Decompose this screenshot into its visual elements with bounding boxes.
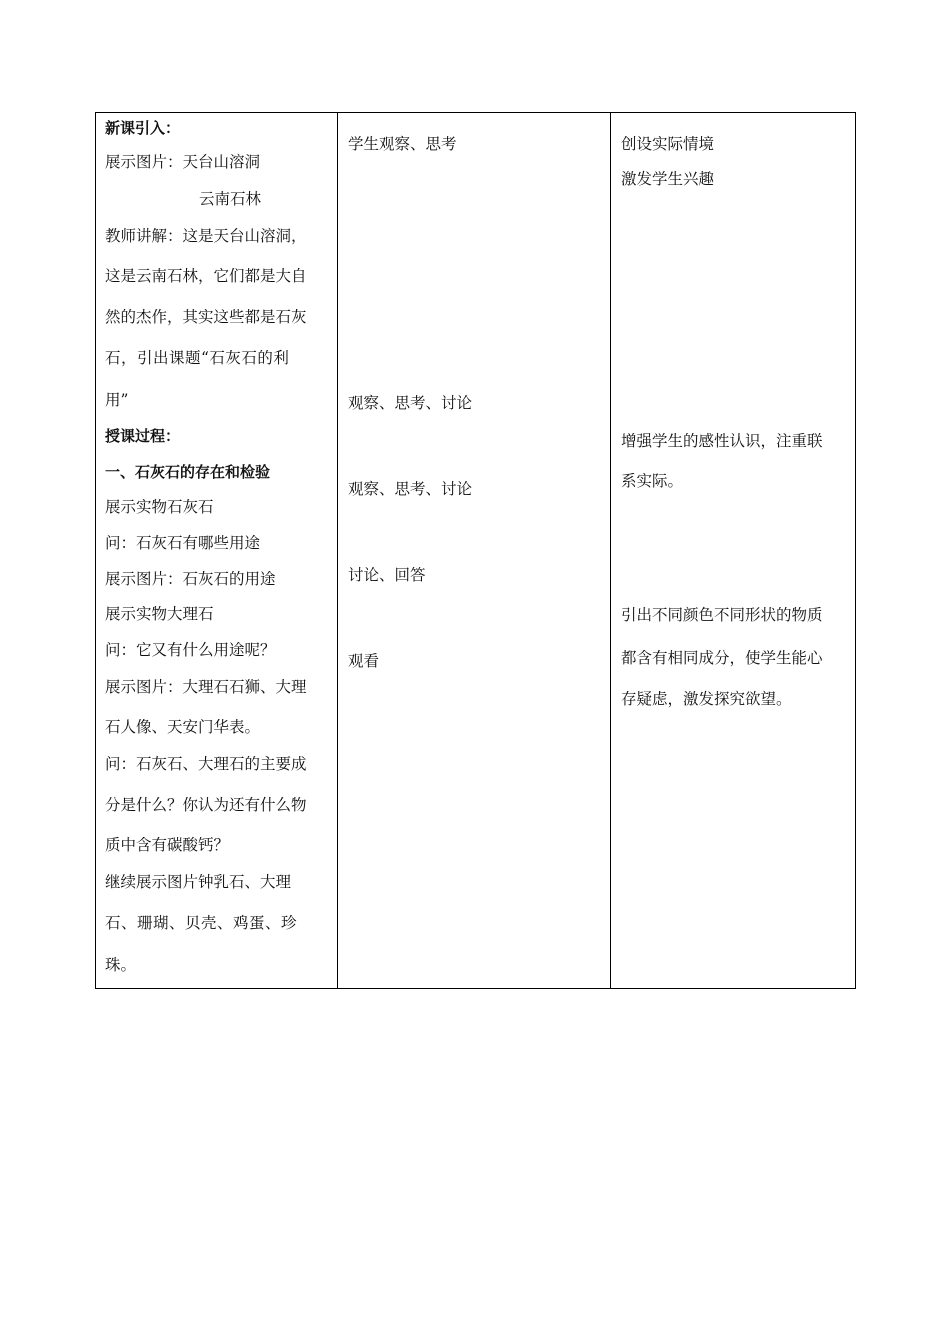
text-line: 存疑虑，激发探究欲望。: [621, 690, 792, 708]
text-line: 增强学生的感性认识，注重联: [621, 432, 823, 450]
text-line: 激发学生兴趣: [621, 170, 715, 188]
text-line: 这是云南石林，它们都是大自: [105, 267, 307, 285]
text-line: 系实际。: [621, 472, 684, 490]
text-line: 展示图片：天台山溶洞: [105, 153, 261, 171]
section-heading: 一、石灰石的存在和检验: [105, 463, 271, 481]
text-line: 问：石灰石、大理石的主要成: [105, 755, 307, 773]
text-line: 学生观察、思考: [348, 135, 457, 153]
text-line: 创设实际情境: [621, 135, 715, 153]
intro-heading: 新课引入：: [105, 119, 181, 137]
text-line: 珠。: [105, 956, 137, 974]
text-line: 继续展示图片钟乳石、大理: [105, 873, 292, 891]
process-heading: 授课过程：: [105, 427, 181, 445]
design-intent-cell: [611, 113, 856, 989]
text-line: 观察、思考、讨论: [348, 394, 473, 412]
text-line: 都含有相同成分，使学生能心: [621, 649, 823, 667]
text-line: 质中含有碳酸钙？: [105, 836, 230, 854]
text-line: 展示图片：石灰石的用途: [105, 570, 276, 588]
text-line: 石，引出课题“石灰石的利: [105, 349, 290, 367]
text-line: 石人像、天安门华表。: [105, 718, 261, 736]
table-row: [96, 113, 856, 989]
text-line: 观察、思考、讨论: [348, 480, 473, 498]
text-line: 引出不同颜色不同形状的物质: [621, 606, 823, 624]
text-line: 然的杰作，其实这些都是石灰: [105, 308, 307, 326]
text-line: 云南石林: [199, 190, 262, 208]
text-line: 观看: [348, 652, 380, 670]
student-activity-cell: [338, 113, 611, 989]
text-line: 教师讲解：这是天台山溶洞，: [105, 227, 307, 245]
text-line: 问：它又有什么用途呢？: [105, 641, 276, 659]
text-line: 展示实物石灰石: [105, 498, 214, 516]
text-line: 用”: [105, 391, 129, 409]
lesson-plan-table: [95, 112, 856, 989]
teacher-activity-cell: [96, 113, 338, 989]
text-line: 分是什么？你认为还有什么物: [105, 796, 307, 814]
text-line: 问：石灰石有哪些用途: [105, 534, 261, 552]
text-line: 讨论、回答: [348, 566, 426, 584]
text-line: 石、珊瑚、贝壳、鸡蛋、珍: [105, 914, 298, 932]
text-line: 展示实物大理石: [105, 605, 214, 623]
text-line: 展示图片：大理石石狮、大理: [105, 678, 307, 696]
